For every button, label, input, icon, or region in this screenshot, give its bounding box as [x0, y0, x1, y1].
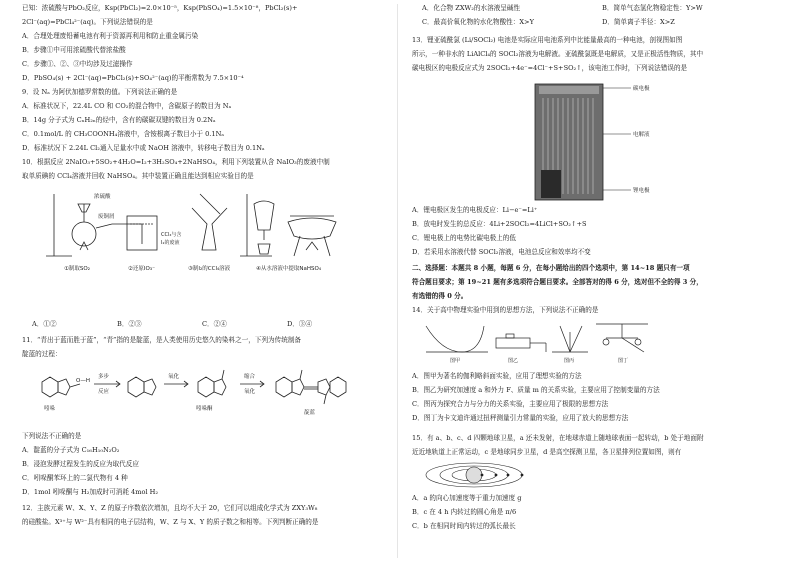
q11-option-d: D．1mol 吲哚酮与 H₂加成时可消耗 4mol H₂: [22, 488, 159, 496]
q9-option-c: C．0.1mol/L 的 CH₃COONH₄溶液中，含铵根离子数目小于 0.1Nₐ: [22, 130, 224, 138]
q10-label-ccl4-1: CCl₄与含: [161, 232, 182, 238]
q14-stem: 14．关于高中物理实验中用到的思想方法，下列说法不正确的是: [412, 306, 599, 314]
q10-apparatus-figure: [42, 184, 342, 274]
q14-label-ding: 图丁: [618, 358, 629, 364]
q12-option-a: A．化合物 ZXW₂的水溶液呈碱性: [422, 4, 521, 12]
q10-caption-4: ④从水溶液中提取NaHSO₄: [256, 266, 322, 272]
q12-stem-line1: 12．主族元素 W、X、Y、Z 的原子序数依次增加，且均不大于 20，它们可以组成化学式为 ZXY₃W₈: [22, 504, 318, 512]
q11-label-step4: 缩合: [244, 374, 256, 380]
q13-option-b: B．放电时发生的总反应：4Li+2SOCl₂=4LiCl+SO₂↑+S: [412, 220, 587, 228]
q8-stem-line1: 已知：浓硫酸与PbO₂反应，Ksp(PbCl₂)=2.0×10⁻⁵，Ksp(PbSO₄)=1.5×10⁻⁸，PbCl₂(s)+: [22, 4, 298, 12]
q8-option-d: D．PbSO₄(s) + 2Cl⁻(aq)=PbCl₂(s)+SO₄²⁻(aq)的平衡常数为 7.5×10⁻⁴: [22, 74, 244, 82]
q14-option-d: D．图丁为卡文迪许通过扭秤测量引力常量的实验，应用了放大的思想方法: [412, 414, 629, 422]
q10-option-a: A．①②: [32, 320, 57, 328]
q10-stem-line1: 10．根据反应 2NaIO₃+5SO₂+4H₂O=I₂+3H₂SO₄+2NaHSO₄，利用下列装置从含 NaIO₃的废液中制: [22, 158, 330, 166]
q14-option-c: C．图丙为探究合力与分力的关系实验，主要应用了极限的思想方法: [412, 400, 609, 408]
q14-option-b: B．图乙为研究加速度 a 和外力 F、质量 m 的关系实验，主要应用了控制变量的方法: [412, 386, 660, 394]
q8-option-a: A．合理处理废铅蓄电池有利于资源再利用和防止重金属污染: [22, 32, 199, 40]
right-column: [412, 0, 782, 562]
q11-option-c: C．吲哚酮苯环上的二氯代物有 4 种: [22, 474, 128, 482]
q11-lead: 下列说法不正确的是: [22, 432, 82, 440]
q10-option-c: C．②④: [202, 320, 227, 328]
q13-label-electrolyte: 电解液: [633, 132, 650, 138]
q9-option-d: D．标准状况下 2.24L Cl₂通入足量水中或 NaOH 溶液中，转移电子数目为 0.1Nₐ: [22, 144, 265, 152]
q14-experiment-figures: [422, 318, 652, 364]
q9-option-a: A．标准状况下，22.4L CO 和 CO₂的混合物中，含碳原子的数目为 Nₐ: [22, 102, 232, 110]
q11-option-b: B．浸泡发酵过程发生的反应为取代反应: [22, 460, 139, 468]
column-divider: [397, 4, 398, 558]
q9-stem: 9．设 Nₐ 为阿伏加德罗常数的值。下列说法正确的是: [22, 88, 178, 96]
q15-stem-line2: 近近地轨道上正常运动，c 是地球同步卫星，d 是高空探测卫星，各卫星排列位置如图，则有: [412, 448, 682, 456]
q15-option-c: C．b 在相同时间内转过的弧长最长: [412, 522, 516, 530]
q13-option-a: A．锂电极区发生的电极反应：Li−e⁻=Li⁺: [412, 206, 538, 214]
q11-label-indoxyl: 吲哚酮: [196, 406, 213, 412]
q14-label-bing: 图丙: [564, 358, 575, 364]
q14-label-jia: 图甲: [450, 358, 461, 364]
q11-label-indigo: 靛蓝: [304, 410, 316, 416]
q11-label-step3: 氧化: [168, 374, 180, 380]
q15-stem-line1: 15．有 a、b、c、d 四颗地球卫星，a 还未发射，在地球赤道上随地球表面一起转动，b 处于地面附: [412, 434, 704, 442]
q10-label-copper: 废铜屑: [98, 214, 115, 220]
left-column: [22, 0, 392, 562]
q15-orbit-figure: [424, 460, 534, 490]
q10-option-b: B．②③: [117, 320, 142, 328]
q8-option-b: B．步骤①中可用浓硫酸代替浓盐酸: [22, 46, 126, 54]
q12-option-c: C．最高价氧化物的水化物酸性：X>Y: [422, 18, 534, 26]
q11-label-indole: 吲哚: [44, 406, 56, 412]
q11-stem-line1: 11．“青出于蓝而胜于蓝”，“青”指的是靛蓝，是人类使用历史悠久的染料之一，下列为传统制备: [22, 336, 302, 344]
q8-stem-line2: 2Cl⁻(aq)=PbCl₄²⁻(aq)。下列说法错误的是: [22, 18, 153, 26]
q13-battery-figure: [527, 80, 667, 204]
svg-text:O—H: O—H: [76, 378, 90, 384]
q13-stem-line3: 碳电极区的电极反应式为 2SOCl₂+4e⁻=4Cl⁻+S+SO₂↑，该电池工作时，下列说法错误的是: [412, 64, 688, 72]
q11-stem-line2: 靛蓝的过程：: [22, 350, 62, 358]
q11-option-a: A．靛蓝的分子式为 C₁₆H₁₀N₂O₂: [22, 446, 120, 454]
q13-option-d: D．若采用水溶液代替 SOCl₂溶液，电池总反应和效率均不变: [412, 248, 591, 256]
q8-option-c: C．步骤①、②、③中均涉及过滤操作: [22, 60, 133, 68]
q11-reaction-scheme: [36, 362, 386, 422]
q11-label-step2: 反应: [98, 389, 110, 395]
q13-label-carbon: 碳电极: [633, 86, 650, 92]
section2-line3: 有选错的得 0 分。: [412, 292, 468, 300]
q15-option-b: B．c 在 4 h 内转过的圆心角是 π/6: [412, 508, 517, 516]
section2-line1: 二、选择题：本题共 8 小题，每题 6 分，在每小题给出的四个选项中，第 14~18 题只有一项: [412, 264, 690, 272]
q9-option-b: B．14g 分子式为 CₙH₂ₙ的烃中，含有的碳碳双键的数目为 0.2Nₐ: [22, 116, 216, 124]
q10-label-sulfuric-acid: 浓硫酸: [94, 194, 111, 200]
q10-stem-line2: 取单质碘的 CCl₄溶液并回收 NaHSO₄。其中装置正确且能达到相应实验目的是: [22, 172, 254, 180]
q10-caption-2: ②还原IO₃⁻: [128, 266, 155, 272]
q15-option-a: A．a 的向心加速度等于重力加速度 g: [412, 494, 522, 502]
q12-option-b: B．简单气态氢化物稳定性：Y>W: [602, 4, 703, 12]
q10-caption-1: ①制取SO₂: [64, 266, 90, 272]
q11-label-step1: 多步: [98, 374, 110, 380]
q10-option-d: D．③④: [287, 320, 313, 328]
q13-stem-line2: 所示，一种非水的 LiAlCl₄的 SOCl₂溶液为电解液。亚硫酰氯既是电解质，又是正极活性物质，其中: [412, 50, 704, 58]
q13-stem-line1: 13．锂亚硫酰氯 (Li/SOCl₂) 电池是实际应用电池系列中比能量最高的一种电池，剖视图如图: [412, 36, 683, 44]
q13-option-c: C．锂电极上的电势比碳电极上的低: [412, 234, 516, 242]
q14-label-yi: 图乙: [508, 358, 519, 364]
q10-caption-3: ③制I₂的CCl₄溶液: [188, 266, 231, 272]
q12-stem-line2: 的硅酸盐。X³⁺与 W²⁻具有相同的电子层结构，W、Z 与 X、Y 的质子数之和相等。下列判断正确的是: [22, 518, 319, 526]
q10-label-ccl4-2: I₂的废液: [161, 240, 180, 246]
section2-line2: 符合题目要求；第 19~21 题有多选项符合题目要求。全部答对的得 6 分，选对但不全的得 3 分，: [412, 278, 703, 286]
q12-option-d: D．简单离子半径：X>Z: [602, 18, 675, 26]
q13-label-lithium: 锂电极: [633, 188, 650, 194]
q11-label-step5: 氧化: [244, 389, 256, 395]
q14-option-a: A．图甲为著名的伽利略斜面实验，应用了理想实验的方法: [412, 372, 582, 380]
